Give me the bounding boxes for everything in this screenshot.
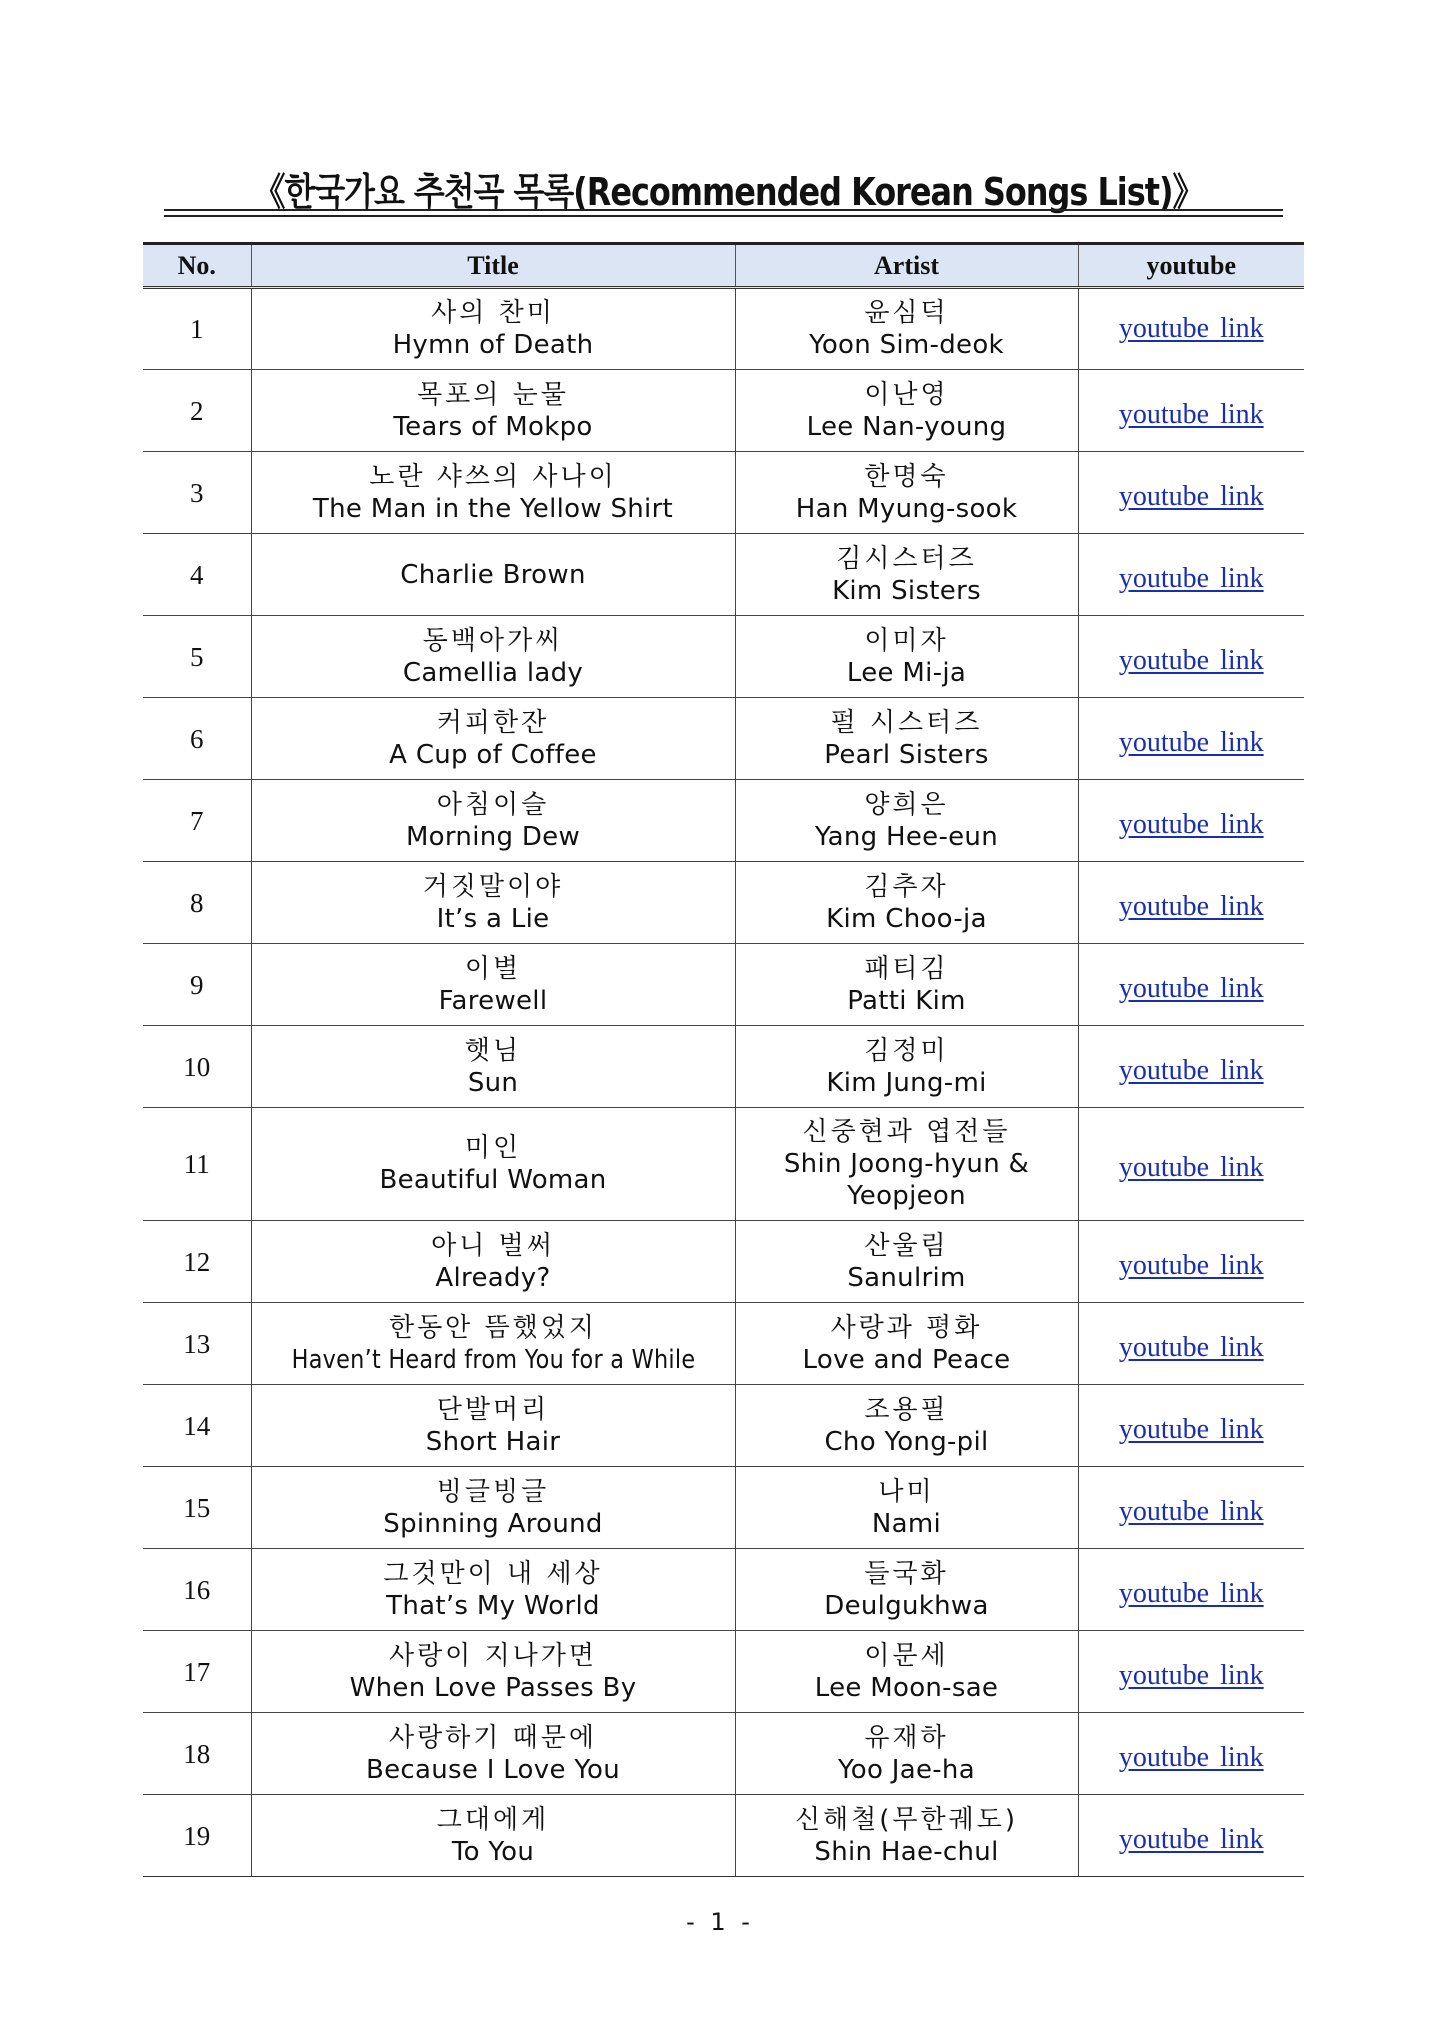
youtube-link[interactable]: youtube link [1118, 1741, 1264, 1773]
artist-korean: 패티김 [864, 953, 949, 984]
song-title-korean: 커피한잔 [436, 707, 550, 738]
artist-english: Lee Mi-ja [846, 657, 967, 688]
song-title-korean: 목포의 눈물 [417, 379, 569, 410]
youtube-cell [1078, 780, 1304, 862]
song-title-english: When Love Passes By [349, 1672, 637, 1703]
row-number: 7 [143, 780, 251, 862]
row-number: 18 [143, 1713, 251, 1795]
song-title-korean: 한동안 뜸했었지 [388, 1312, 598, 1343]
artist-cell [735, 1631, 1078, 1713]
table-row [143, 1713, 1304, 1795]
song-title-english: Sun [467, 1067, 519, 1098]
table-row [143, 452, 1304, 534]
artist-cell [735, 1549, 1078, 1631]
row-number: 13 [143, 1303, 251, 1385]
song-title-english: Spinning Around [383, 1508, 603, 1539]
song-title-english: Because I Love You [365, 1754, 621, 1785]
song-title-english: Haven’t Heard from You for a While [291, 1344, 695, 1375]
artist-korean: 나미 [878, 1476, 935, 1507]
song-title-cell [251, 370, 735, 452]
song-title-korean: 이별 [464, 953, 522, 984]
table-body [143, 288, 1304, 1877]
youtube-link[interactable]: youtube link [1118, 480, 1264, 512]
youtube-cell [1078, 1631, 1304, 1713]
artist-korean: 이문세 [864, 1640, 949, 1671]
table-row [143, 1631, 1304, 1713]
header-title: Title [251, 244, 735, 288]
artist-cell [735, 780, 1078, 862]
row-number: 17 [143, 1631, 251, 1713]
header-artist: Artist [735, 244, 1078, 288]
table-row [143, 1026, 1304, 1108]
row-number: 2 [143, 370, 251, 452]
song-title-cell [251, 1221, 735, 1303]
song-title-cell [251, 1385, 735, 1467]
table-row [143, 944, 1304, 1026]
youtube-cell [1078, 1303, 1304, 1385]
artist-english: Nami [871, 1508, 942, 1539]
song-title-english: The Man in the Yellow Shirt [312, 493, 674, 524]
artist-korean: 들국화 [864, 1558, 949, 1589]
artist-korean: 유재하 [864, 1722, 949, 1753]
youtube-link[interactable]: youtube link [1118, 1823, 1264, 1855]
table-row [143, 534, 1304, 616]
youtube-link[interactable]: youtube link [1118, 1152, 1264, 1183]
youtube-cell [1078, 1385, 1304, 1467]
row-number: 11 [143, 1108, 251, 1221]
artist-english: Patti Kim [847, 985, 966, 1016]
song-title-cell [251, 862, 735, 944]
artist-cell [735, 1467, 1078, 1549]
row-number: 3 [143, 452, 251, 534]
table-row [143, 288, 1304, 370]
song-title-english: Short Hair [425, 1426, 561, 1457]
youtube-link[interactable]: youtube link [1118, 808, 1264, 840]
youtube-cell [1078, 1795, 1304, 1877]
song-title-cell [251, 1713, 735, 1795]
row-number: 6 [143, 698, 251, 780]
song-title-cell [251, 534, 735, 616]
song-title-english: That’s My World [386, 1590, 600, 1621]
artist-korean: 윤심덕 [864, 298, 949, 328]
song-title-english: Already? [435, 1262, 551, 1293]
artist-english: Han Myung-sook [795, 493, 1018, 524]
artist-english: Kim Jung-mi [826, 1067, 987, 1098]
artist-korean: 이미자 [864, 625, 949, 656]
youtube-cell [1078, 616, 1304, 698]
row-number: 15 [143, 1467, 251, 1549]
song-title-korean: 그것만이 내 세상 [383, 1558, 603, 1589]
artist-korean: 이난영 [864, 379, 949, 410]
artist-cell [735, 698, 1078, 780]
page-number: - 1 - [686, 1908, 754, 1936]
youtube-link[interactable]: youtube link [1118, 313, 1264, 344]
row-number: 8 [143, 862, 251, 944]
table-row [143, 1467, 1304, 1549]
song-title-cell [251, 288, 735, 370]
artist-english: Cho Yong-pil [824, 1426, 989, 1457]
song-title-cell [251, 1795, 735, 1877]
header-no: No. [143, 244, 251, 288]
artist-english: Kim Choo-ja [826, 903, 987, 934]
song-title-korean: 빙글빙글 [436, 1476, 550, 1507]
artist-english: Yoo Jae-ha [838, 1754, 975, 1785]
artist-cell [735, 1108, 1078, 1221]
table-row [143, 1795, 1304, 1877]
youtube-link[interactable]: youtube link [1118, 1577, 1264, 1609]
song-title-korean: 그대에게 [436, 1804, 550, 1835]
artist-korean: 한명숙 [864, 461, 949, 492]
youtube-cell [1078, 1713, 1304, 1795]
table-row [143, 370, 1304, 452]
youtube-link[interactable]: youtube link [1118, 1659, 1264, 1691]
youtube-cell [1078, 370, 1304, 452]
artist-korean: 사랑과 평화 [830, 1312, 983, 1343]
artist-cell [735, 1385, 1078, 1467]
song-title-korean: 햇님 [464, 1035, 522, 1066]
table-row [143, 1108, 1304, 1221]
artist-english: Love and Peace [802, 1344, 1011, 1375]
row-number: 10 [143, 1026, 251, 1108]
artist-english: Deulgukhwa [824, 1590, 989, 1621]
artist-english: Pearl Sisters [824, 739, 989, 770]
youtube-link[interactable]: youtube link [1118, 1331, 1264, 1363]
song-title-korean: 거짓말이야 [422, 871, 564, 902]
artist-english: Kim Sisters [832, 575, 981, 606]
song-title-english: Beautiful Woman [379, 1165, 607, 1195]
title-underline-second [164, 215, 1283, 217]
table-row [143, 1549, 1304, 1631]
song-title-korean: 사랑이 지나가면 [388, 1640, 598, 1671]
song-title-korean: 단발머리 [436, 1394, 550, 1425]
artist-cell [735, 1221, 1078, 1303]
song-title-cell [251, 1467, 735, 1549]
youtube-link[interactable]: youtube link [1118, 644, 1264, 676]
row-number: 14 [143, 1385, 251, 1467]
page-title: 《한국가요 추천곡 목록(Recommended Korean Songs List)》 [253, 170, 1204, 214]
youtube-cell [1078, 698, 1304, 780]
table-row [143, 862, 1304, 944]
youtube-link[interactable]: youtube link [1118, 890, 1264, 922]
song-title-korean: 노란 샤쓰의 사나이 [369, 461, 617, 492]
song-title-korean: 아니 벌써 [431, 1230, 555, 1261]
song-title-cell [251, 1026, 735, 1108]
artist-korean: 조용필 [864, 1394, 949, 1425]
youtube-link[interactable]: youtube link [1118, 972, 1264, 1004]
artist-cell [735, 288, 1078, 370]
artist-korean: 신해철(무한궤도) [794, 1804, 1019, 1835]
song-title-cell [251, 1549, 735, 1631]
song-title-cell [251, 698, 735, 780]
artist-english-continued: Yeopjeon [847, 1181, 966, 1211]
artist-cell [735, 1303, 1078, 1385]
youtube-cell [1078, 1467, 1304, 1549]
row-number: 16 [143, 1549, 251, 1631]
artist-english: Sanulrim [847, 1262, 966, 1293]
artist-english: Shin Hae-chul [814, 1836, 999, 1867]
song-title-english: It’s a Lie [436, 903, 550, 934]
artist-english: Lee Moon-sae [814, 1672, 999, 1703]
song-title-cell [251, 452, 735, 534]
song-title-english: Tears of Mokpo [393, 411, 593, 442]
youtube-cell [1078, 944, 1304, 1026]
artist-english: Shin Joong-hyun & [783, 1149, 1030, 1179]
youtube-link[interactable]: youtube link [1118, 1495, 1264, 1527]
song-title-korean: 아침이슬 [436, 789, 550, 820]
songs-table [143, 242, 1304, 1877]
table-row [143, 698, 1304, 780]
row-number: 12 [143, 1221, 251, 1303]
youtube-link[interactable]: youtube link [1118, 1413, 1264, 1445]
row-number: 4 [143, 534, 251, 616]
youtube-link[interactable]: youtube link [1118, 1249, 1264, 1281]
artist-korean: 김추자 [864, 871, 949, 902]
song-title-english: Hymn of Death [392, 330, 594, 360]
artist-cell [735, 452, 1078, 534]
artist-korean: 양희은 [864, 789, 949, 820]
row-number: 9 [143, 944, 251, 1026]
youtube-cell [1078, 534, 1304, 616]
row-number: 1 [143, 288, 251, 370]
table-header-row [143, 244, 1304, 288]
youtube-link[interactable]: youtube link [1118, 726, 1264, 758]
artist-korean: 펄 시스터즈 [830, 707, 983, 738]
song-title-korean: 사의 찬미 [431, 298, 555, 328]
youtube-link[interactable]: youtube link [1118, 398, 1264, 430]
song-title-cell [251, 780, 735, 862]
youtube-cell [1078, 1026, 1304, 1108]
artist-cell [735, 1795, 1078, 1877]
artist-english: Lee Nan-young [806, 411, 1007, 442]
artist-korean: 산울림 [864, 1230, 949, 1261]
row-number: 5 [143, 616, 251, 698]
song-title-english: Farewell [438, 985, 548, 1016]
song-title-english: Morning Dew [405, 821, 581, 852]
youtube-link[interactable]: youtube link [1118, 1054, 1264, 1086]
song-title-korean: 사랑하기 때문에 [388, 1722, 598, 1753]
artist-korean: 김시스터즈 [836, 543, 977, 574]
artist-cell [735, 534, 1078, 616]
row-number: 19 [143, 1795, 251, 1877]
table-row [143, 1303, 1304, 1385]
artist-korean: 신중현과 엽전들 [802, 1117, 1011, 1147]
artist-cell [735, 1026, 1078, 1108]
youtube-cell [1078, 288, 1304, 370]
youtube-cell [1078, 1221, 1304, 1303]
artist-cell [735, 944, 1078, 1026]
song-title-cell [251, 1108, 735, 1221]
song-title-english: To You [451, 1836, 535, 1867]
header-youtube: youtube [1078, 244, 1304, 288]
table-row [143, 1385, 1304, 1467]
song-title-cell [251, 1303, 735, 1385]
song-title-english: Charlie Brown [400, 559, 586, 590]
song-title-cell [251, 616, 735, 698]
artist-english: Yoon Sim-deok [809, 330, 1004, 360]
youtube-cell [1078, 452, 1304, 534]
youtube-cell [1078, 1549, 1304, 1631]
youtube-link[interactable]: youtube link [1118, 562, 1264, 594]
song-title-english: A Cup of Coffee [389, 739, 597, 770]
table-row [143, 1221, 1304, 1303]
youtube-cell [1078, 862, 1304, 944]
artist-korean: 김정미 [864, 1035, 949, 1066]
artist-cell [735, 862, 1078, 944]
table-row [143, 616, 1304, 698]
song-title-cell [251, 1631, 735, 1713]
song-title-english: Camellia lady [402, 657, 584, 688]
youtube-cell [1078, 1108, 1304, 1221]
artist-cell [735, 616, 1078, 698]
artist-english: Yang Hee-eun [815, 821, 998, 852]
artist-cell [735, 370, 1078, 452]
table-row [143, 780, 1304, 862]
title-underline [164, 209, 1283, 211]
artist-cell [735, 1713, 1078, 1795]
song-title-cell [251, 944, 735, 1026]
song-title-korean: 동백아가씨 [422, 625, 564, 656]
song-title-korean: 미인 [464, 1133, 522, 1163]
